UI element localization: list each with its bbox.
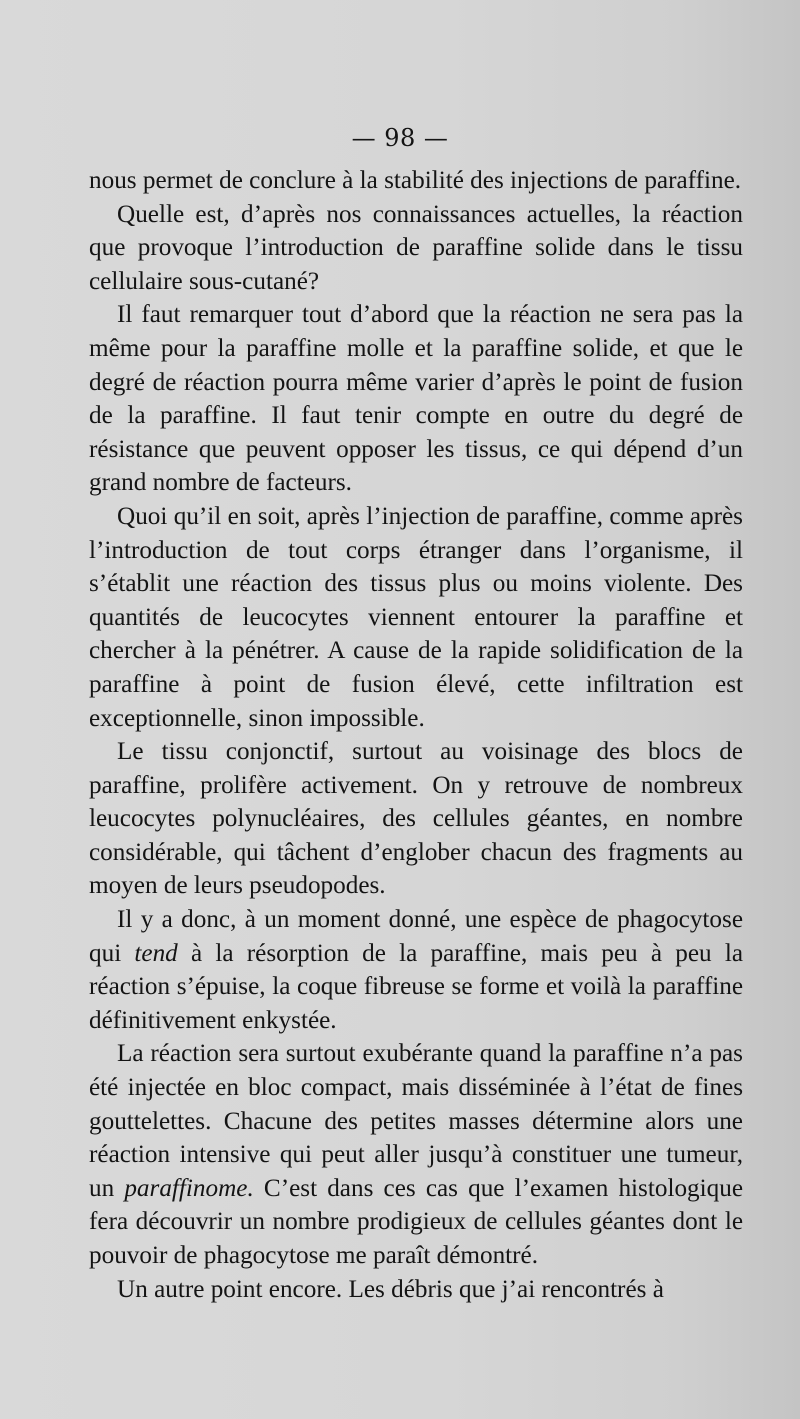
paragraph-8 <box>89 1273 743 1307</box>
paragraph-3 <box>89 298 743 500</box>
paragraph-7 <box>89 1037 743 1272</box>
paragraph-2 <box>89 198 743 299</box>
paragraph-1 <box>89 164 743 198</box>
paragraph-5 <box>89 735 743 903</box>
text-segment: nous permet de conclure à la stabilité des injections de paraffine. <box>89 167 742 194</box>
page-number: — 98 — <box>351 124 449 152</box>
text-segment: à la résorption de la paraffine, mais peu à peu la réaction s’épuise, la coque fibreuse se forme et voilà la paraffine définitivement enkystée. <box>89 939 743 1034</box>
text-segment: Quoi qu’il en soit, après l’injection de paraffine, comme après l’introduction de tout corps étranger dans l’organisme, il s’établit une réaction des tissus plus ou moins violente. Des quantités de leucocytes viennent entourer la paraffine et chercher à la pénétrer. A cause de la rapide solidification de la paraffine à point de fusion élevé, cette infiltration est exceptionnelle, sinon impossible. <box>89 502 743 732</box>
text-segment: La réaction sera surtout exubérante quand la paraffine n’a pas été injectée en bloc compact, mais disséminée à l’état de fines gouttelettes. Chacune des petites masses détermine alors une réaction intensive qui peut aller jusqu’à constituer une tumeur, un <box>89 1040 743 1202</box>
italic-term: paraffinome. <box>124 1174 254 1202</box>
body-text <box>89 164 743 1306</box>
italic-term: tend <box>134 939 178 967</box>
text-segment: Un autre point encore. Les débris que j’ai rencontrés à <box>117 1275 664 1303</box>
text-segment: Il y a donc, à un moment donné, une espèce de phagocytose qui <box>89 906 743 967</box>
text-segment: Quelle est, d’après nos connaissances actuelles, la réaction que provoque l’introduction de paraffine solide dans le tissu cellulaire sous-cutané? <box>89 200 743 295</box>
paragraph-6 <box>89 903 743 1037</box>
text-segment: Le tissu conjonctif, surtout au voisinage des blocs de paraffine, prolifère activement. On y retrouve de nombreux leucocytes polynucléaires, des cellules géantes, en nombre considérable, qui tâchent d’englober chacun des fragments au moyen de leurs pseudopodes. <box>89 738 743 900</box>
text-segment: C’est dans ces cas que l’examen histologique fera découvrir un nombre prodigieux de cellules géantes dont le pouvoir de phagocytose me paraît démontré. <box>89 1174 743 1269</box>
paragraph-4 <box>89 500 743 735</box>
text-segment: Il faut remarquer tout d’abord que la réaction ne sera pas la même pour la paraffine molle et la paraffine solide, et que le degré de réaction pourra même varier d’après le point de fusion de la paraffine. Il faut tenir compte en outre du degré de résistance que peuvent opposer les tissus, ce qui dépend d’un grand nombre de facteurs. <box>89 301 743 497</box>
